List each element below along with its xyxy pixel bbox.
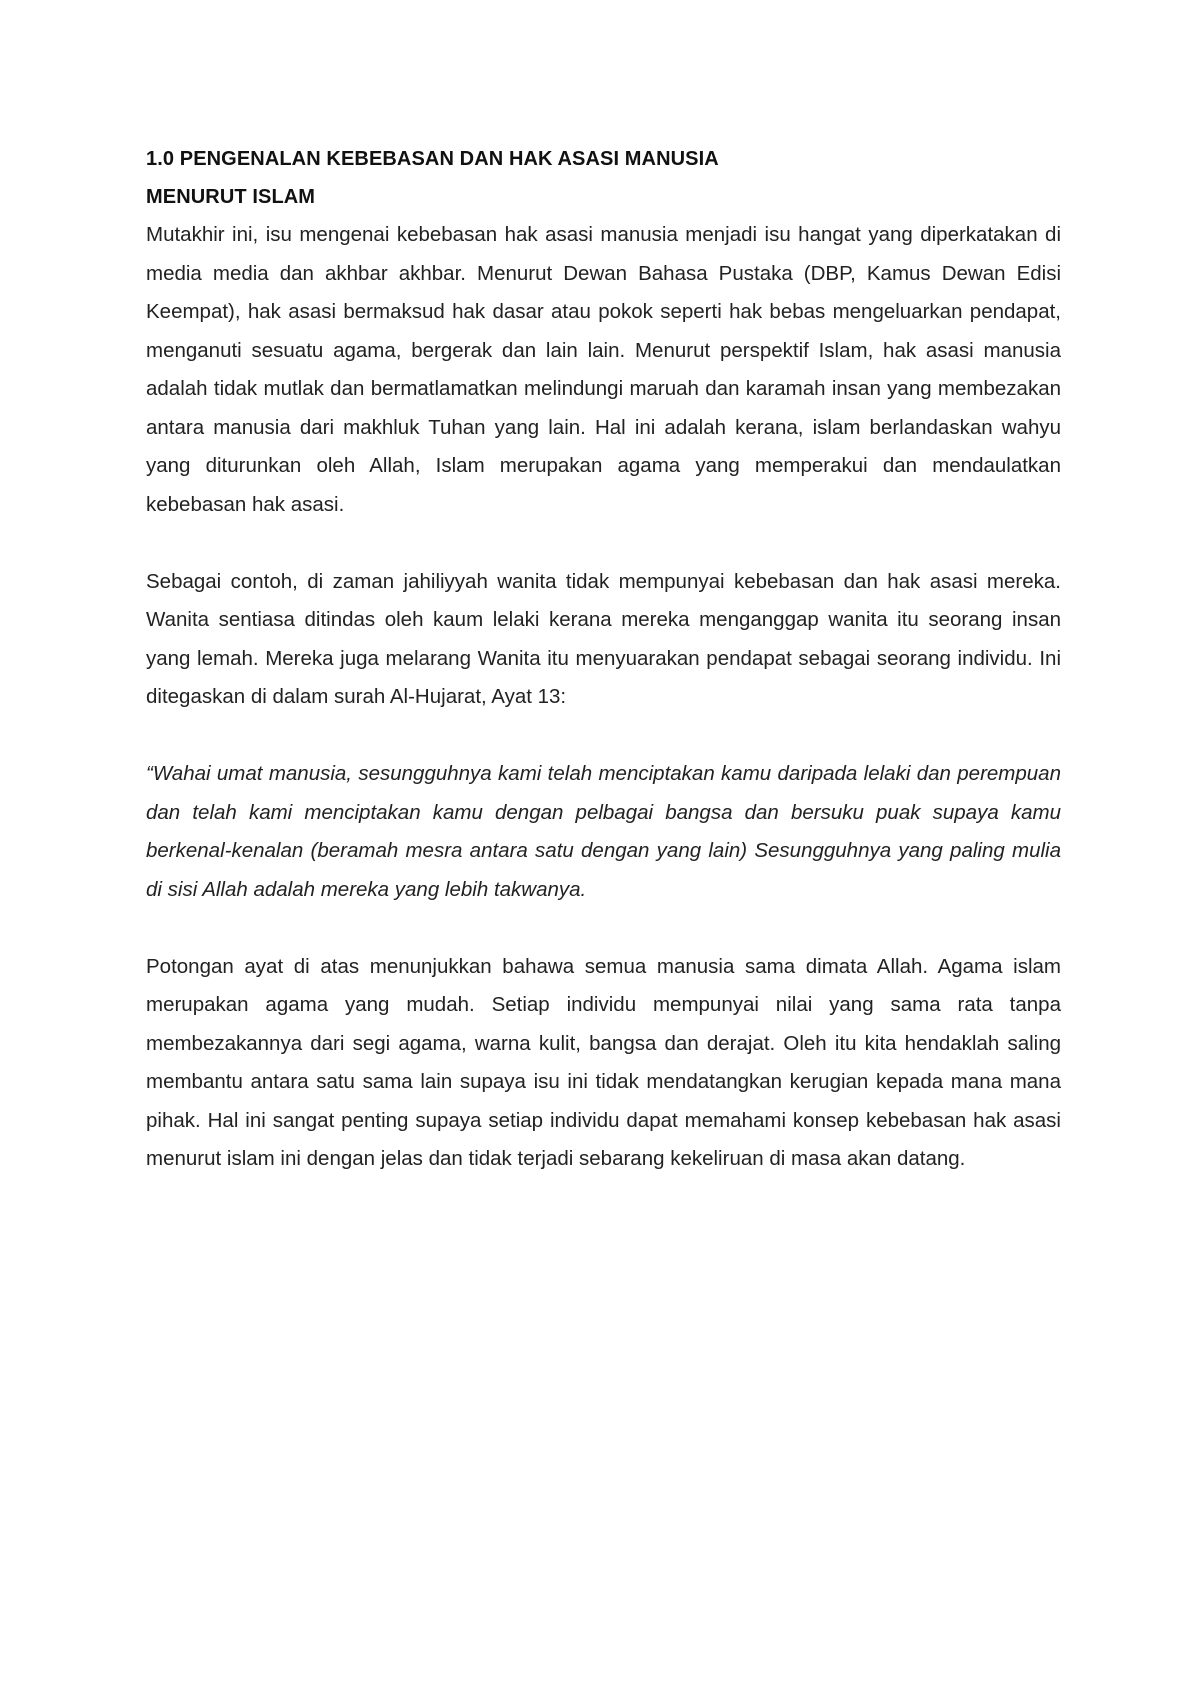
quote-surah-al-hujurat: “Wahai umat manusia, sesungguhnya kami telah menciptakan kamu daripada lelaki dan perempuan dan telah kami menciptakan kamu dengan pelbagai bangsa dan bersuku puak supaya kamu berkenal-kenalan (beramah mesra antara satu dengan yang lain) Sesungguhnya yang paling mulia di sisi Allah adalah mereka yang lebih takwanya. (146, 762, 1061, 901)
section-heading-line-1: 1.0 PENGENALAN KEBEBASAN DAN HAK ASASI MANUSIA (146, 148, 719, 170)
paragraph-intro: Mutakhir ini, isu mengenai kebebasan hak asasi manusia menjadi isu hangat yang diperkatakan di media media dan akhbar akhbar. Menurut Dewan Bahasa Pustaka (DBP, Kamus Dewan Edisi Keempat), hak asasi bermaksud hak dasar atau pokok seperti hak bebas mengeluarkan pendapat, menganuti sesuatu agama, bergerak dan lain lain. Menurut perspektif Islam, hak asasi manusia adalah tidak mutlak dan bermatlamatkan melindungi maruah dan karamah insan yang membezakan antara manusia dari makhluk Tuhan yang lain. Hal ini adalah kerana, islam berlandaskan wahyu yang diturunkan oleh Allah, Islam merupakan agama yang memperakui dan mendaulatkan kebebasan hak asasi. (146, 223, 1061, 516)
paragraph-conclusion: Potongan ayat di atas menunjukkan bahawa semua manusia sama dimata Allah. Agama islam merupakan agama yang mudah. Setiap individu mempunyai nilai yang sama rata tanpa membezakannya dari segi agama, warna kulit, bangsa dan derajat. Oleh itu kita hendaklah saling membantu antara satu sama lain supaya isu ini tidak mendatangkan kerugian kepada mana mana pihak. Hal ini sangat penting supaya setiap individu dapat memahami konsep kebebasan hak asasi menurut islam ini dengan jelas dan tidak terjadi sebarang kekeliruan di masa akan datang. (146, 954, 1061, 1170)
section-heading-line-2: MENURUT ISLAM (146, 186, 316, 208)
document-body (146, 140, 1061, 1179)
paragraph-example: Sebagai contoh, di zaman jahiliyyah wanita tidak mempunyai kebebasan dan hak asasi mereka. Wanita sentiasa ditindas oleh kaum lelaki kerana mereka menganggap wanita itu seorang insan yang lemah. Mereka juga melarang Wanita itu menyuarakan pendapat sebagai seorang individu. Ini ditegaskan di dalam surah Al-Hujarat, Ayat 13: (146, 569, 1061, 708)
